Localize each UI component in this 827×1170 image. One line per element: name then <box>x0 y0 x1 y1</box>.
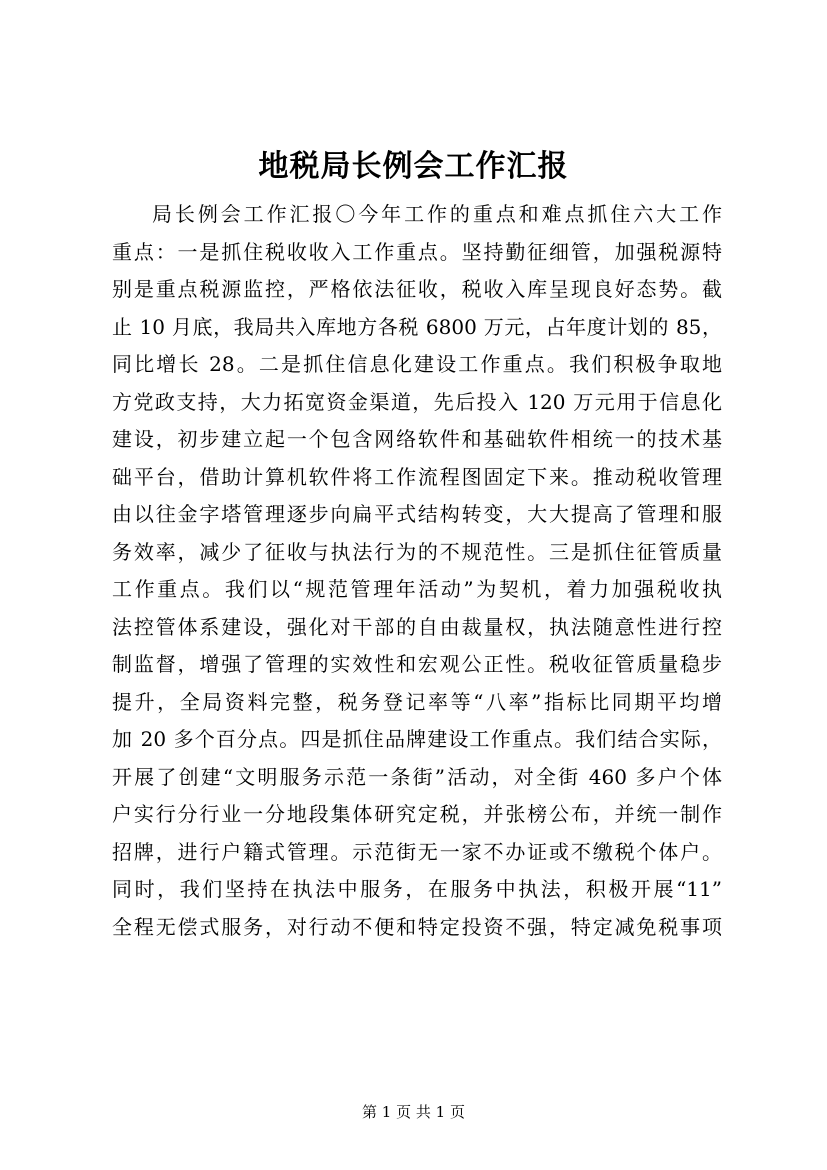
body-line: 建设，初步建立起一个包含网络软件和基础软件相统一的技术基 <box>112 427 722 451</box>
body-line: 务效率，减少了征收与执法行为的不规范性。三是抓住征管质量 <box>112 539 722 564</box>
body-line: 由以往金字塔管理逐步向扁平式结构转变，大大提高了管理和服 <box>112 502 722 526</box>
body-line: 别是重点税源监控，严格依法征收，税收入库呈现良好态势。截 <box>112 277 722 301</box>
body-line: 开展了创建“文明服务示范一条街”活动，对全街 460 多户个体 <box>112 764 722 789</box>
body-line: 同时，我们坚持在执法中服务，在服务中执法，积极开展“11” <box>112 877 722 901</box>
body-line: 局长例会工作汇报〇今年工作的重点和难点抓住六大工作 <box>152 202 722 226</box>
body-line: 法控管体系建设，强化对干部的自由裁量权，执法随意性进行控 <box>112 614 722 639</box>
page-footer: 第 1 页 共 1 页 <box>362 1103 465 1121</box>
body-line: 础平台，借助计算机软件将工作流程图固定下来。推动税收管理 <box>112 464 722 489</box>
body-line: 重点：一是抓住税收收入工作重点。坚持勤征细管，加强税源特 <box>112 239 722 264</box>
body-line: 止 10 月底，我局共入库地方各税 6800 万元，占年度计划的 85， <box>112 314 722 339</box>
body-line: 同比增长 28。二是抓住信息化建设工作重点。我们积极争取地 <box>112 352 722 376</box>
body-line: 提升，全局资料完整，税务登记率等“八率”指标比同期平均增 <box>112 689 722 714</box>
body-line: 工作重点。我们以“规范管理年活动”为契机，着力加强税收执 <box>112 577 722 601</box>
body-line: 方党政支持，大力拓宽资金渠道，先后投入 120 万元用于信息化 <box>112 389 722 414</box>
document-title: 地税局长例会工作汇报 <box>258 149 569 184</box>
body-line: 制监督，增强了管理的实效性和宏观公正性。税收征管质量稳步 <box>112 652 722 676</box>
document-body <box>112 196 722 946</box>
body-line: 加 20 多个百分点。四是抓住品牌建设工作重点。我们结合实际， <box>112 727 722 751</box>
body-line: 招牌，进行户籍式管理。示范街无一家不办证或不缴税个体户。 <box>112 839 722 864</box>
body-line: 全程无偿式服务，对行动不便和特定投资不强，特定减免税事项 <box>112 914 722 939</box>
body-line: 户实行分行业一分地段集体研究定税，并张榜公布，并统一制作 <box>112 802 722 826</box>
